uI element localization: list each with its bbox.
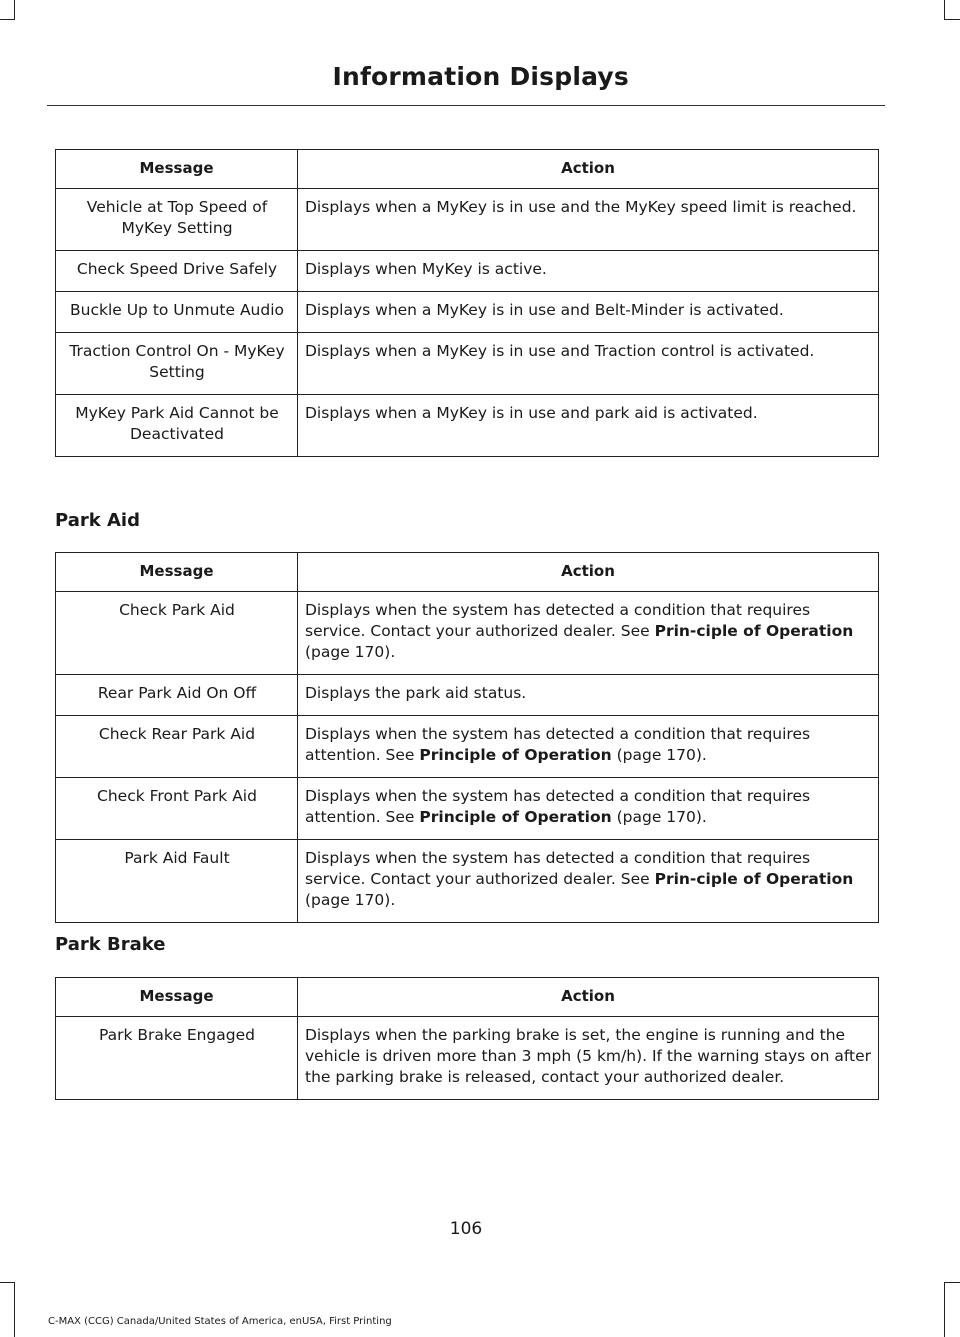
- action-text: Displays when the system has detected a condition that requires service. Contact your authorized dealer. See: [305, 601, 811, 640]
- edition-footer: C-MAX (CCG) Canada/United States of America, enUSA, First Printing: [48, 1316, 392, 1327]
- column-header-message: Message: [56, 150, 298, 189]
- message-cell: Park Brake Engaged: [56, 1017, 298, 1100]
- table-row: [56, 1017, 879, 1100]
- title-divider: [47, 105, 885, 106]
- page-number: 106: [449, 1219, 483, 1239]
- action-cell: [298, 778, 879, 840]
- park-aid-table: [55, 552, 879, 923]
- message-cell: Check Front Park Aid: [56, 778, 298, 840]
- action-cell: Displays when a MyKey is in use and Traction control is activated.: [298, 333, 879, 395]
- crop-mark: [14, 0, 15, 20]
- message-cell: Check Rear Park Aid: [56, 716, 298, 778]
- section-heading-park-aid: Park Aid: [55, 510, 140, 531]
- cross-reference-link[interactable]: Principle of Operation: [419, 808, 612, 826]
- column-header-action: Action: [298, 978, 879, 1017]
- action-cell: [298, 840, 879, 923]
- crop-mark: [944, 0, 945, 20]
- message-cell: Vehicle at Top Speed of MyKey Setting: [56, 189, 298, 251]
- message-cell: Check Speed Drive Safely: [56, 251, 298, 292]
- table-header-row: [56, 150, 879, 189]
- action-cell: Displays when the parking brake is set, the engine is running and the vehicle is driven more than 3 mph (5 km/h). If the warning stays on after the parking brake is released, contact your authorized dealer.: [298, 1017, 879, 1100]
- crop-mark: [944, 1282, 945, 1337]
- action-cell: Displays when a MyKey is in use and Belt-Minder is activated.: [298, 292, 879, 333]
- table-row: [56, 333, 879, 395]
- table-row: [56, 840, 879, 923]
- crop-mark: [0, 1282, 15, 1283]
- action-text: Displays when the system has detected a condition that requires attention. See: [305, 725, 811, 764]
- table-row: [56, 189, 879, 251]
- column-header-action: Action: [298, 553, 879, 592]
- page-reference: (page 170).: [305, 891, 396, 909]
- action-text: Displays when the system has detected a condition that requires service. Contact your authorized dealer. See: [305, 849, 811, 888]
- table-row: [56, 251, 879, 292]
- crop-mark: [944, 19, 960, 20]
- message-cell: Check Park Aid: [56, 592, 298, 675]
- action-cell: Displays when a MyKey is in use and park aid is activated.: [298, 395, 879, 457]
- cross-reference-link[interactable]: Principle of Operation: [419, 746, 612, 764]
- table-row: [56, 292, 879, 333]
- table-row: [56, 716, 879, 778]
- action-cell: Displays the park aid status.: [298, 675, 879, 716]
- action-cell: [298, 592, 879, 675]
- table-row: [56, 592, 879, 675]
- action-cell: [298, 716, 879, 778]
- action-cell: Displays when a MyKey is in use and the MyKey speed limit is reached.: [298, 189, 879, 251]
- table-row: [56, 395, 879, 457]
- page-title: Information Displays: [332, 62, 629, 91]
- action-text: Displays when the system has detected a condition that requires attention. See: [305, 787, 811, 826]
- page-reference: (page 170).: [305, 643, 396, 661]
- column-header-action: Action: [298, 150, 879, 189]
- action-cell: Displays when MyKey is active.: [298, 251, 879, 292]
- cross-reference-link[interactable]: Prin-ciple of Operation: [654, 622, 854, 640]
- message-cell: Rear Park Aid On Off: [56, 675, 298, 716]
- table-header-row: [56, 978, 879, 1017]
- section-heading-park-brake: Park Brake: [55, 934, 166, 955]
- message-cell: MyKey Park Aid Cannot be Deactivated: [56, 395, 298, 457]
- park-brake-table: [55, 977, 879, 1100]
- message-cell: Traction Control On - MyKey Setting: [56, 333, 298, 395]
- crop-mark: [14, 1282, 15, 1337]
- page-reference: (page 170).: [611, 746, 707, 764]
- table-row: [56, 675, 879, 716]
- message-cell: Park Aid Fault: [56, 840, 298, 923]
- column-header-message: Message: [56, 978, 298, 1017]
- mykey-messages-table: [55, 149, 879, 457]
- message-cell: Buckle Up to Unmute Audio: [56, 292, 298, 333]
- page-reference: (page 170).: [611, 808, 707, 826]
- column-header-message: Message: [56, 553, 298, 592]
- crop-mark: [0, 19, 15, 20]
- cross-reference-link[interactable]: Prin-ciple of Operation: [654, 870, 854, 888]
- table-header-row: [56, 553, 879, 592]
- crop-mark: [944, 1282, 960, 1283]
- table-row: [56, 778, 879, 840]
